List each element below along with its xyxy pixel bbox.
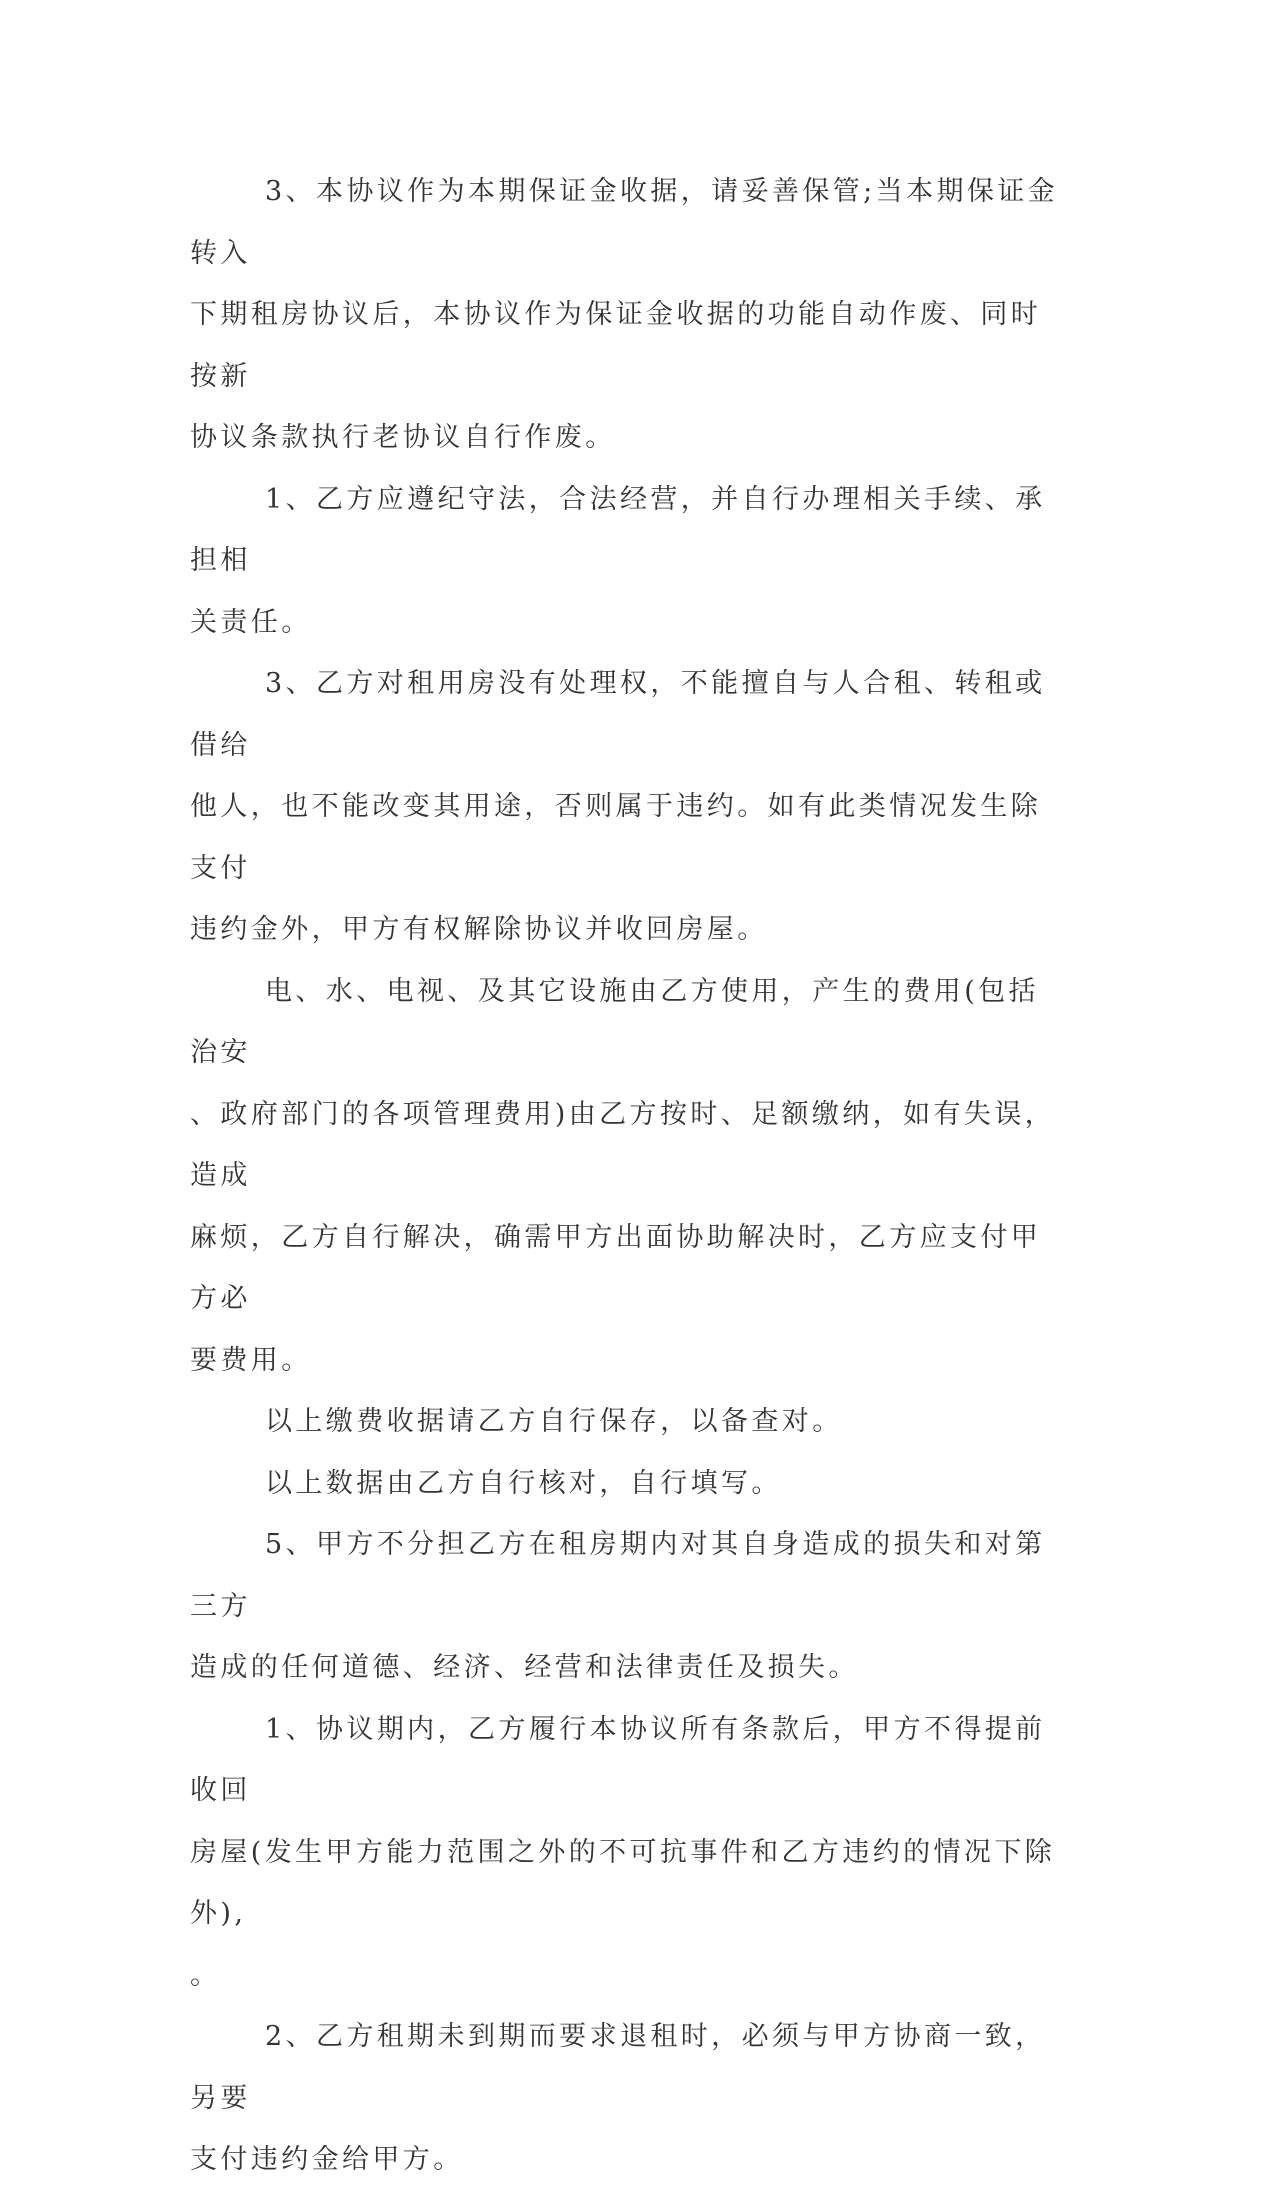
paragraph-deposit-receipt: 3、本协议作为本期保证金收据，请妥善保管;当本期保证金转入 下期租房协议后，本协议作为保证金收据的功能自动作废、同时按新 协议条款执行老协议自行作废。 xyxy=(190,176,1059,453)
paragraph-early-repossession: 1、协议期内，乙方履行本协议所有条款后，甲方不得提前收回 房屋(发生甲方能力范围之外的不可抗事件和乙方违约的情况下除外), 。 xyxy=(190,1713,1056,1991)
paragraph-liability: 5、甲方不分担乙方在租房期内对其自身造成的损失和对第三方 造成的任何道德、经济、经营和法律责任及损失。 xyxy=(190,1529,1046,1683)
paragraph-early-termination: 2、乙方租期未到期而要求退租时，必须与甲方协商一致，另要 支付违约金给甲方。 xyxy=(190,2021,1046,2175)
paragraph-no-sublease: 3、乙方对租用房没有处理权，不能擅自与人合租、转租或借给 他人，也不能改变其用途，否则属于违约。如有此类情况发生除支付 违约金外，甲方有权解除协议并收回房屋。 xyxy=(190,668,1046,945)
paragraph-keep-receipts: 以上缴费收据请乙方自行保存，以备查对。 xyxy=(265,1406,843,1437)
paragraph-lawful-operation: 1、乙方应遵纪守法，合法经营，并自行办理相关手续、承担相 关责任。 xyxy=(190,483,1046,638)
paragraph-verify-data: 以上数据由乙方自行核对，自行填写。 xyxy=(265,1467,782,1499)
paragraph-utilities-fees: 电、水、电视、及其它设施由乙方使用，产生的费用(包括治安 、政府部门的各项管理费用)由乙方按时、足额缴纳，如有失误，造成 麻烦，乙方自行解决，确需甲方出面协助解决时，乙方应支付甲方必 要费用。 xyxy=(190,975,1056,1376)
document-body xyxy=(190,161,1068,2191)
